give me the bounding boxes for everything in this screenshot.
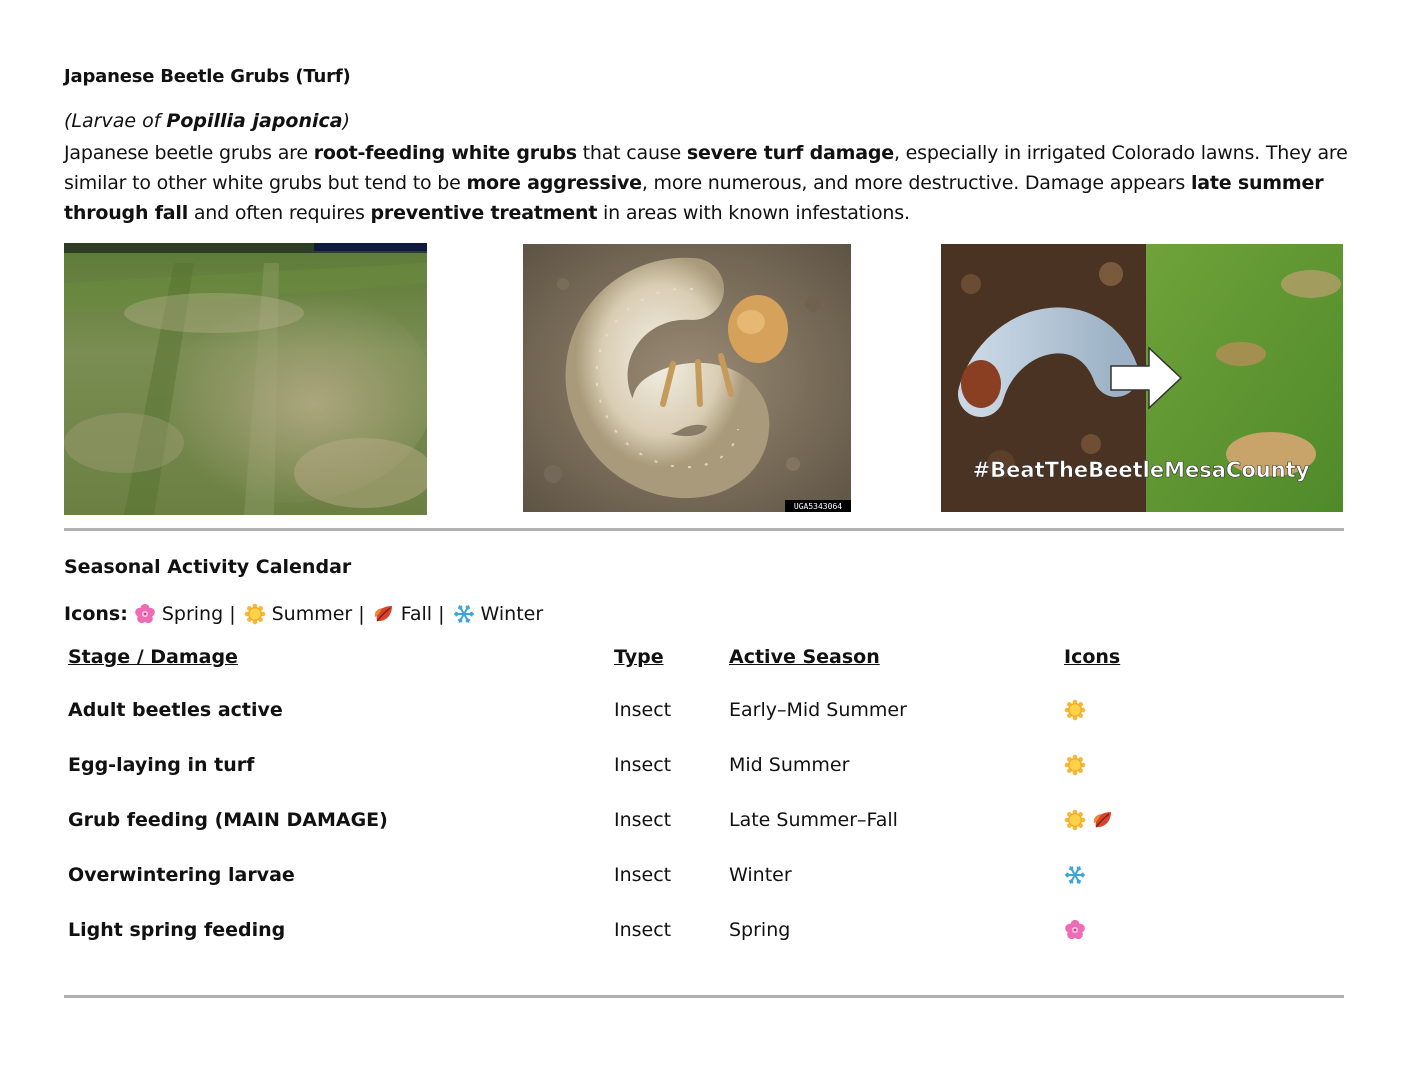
- lawn-damage-photo: [64, 243, 427, 515]
- table-header-row: [64, 646, 1268, 682]
- season-cell: Late Summer–Fall: [729, 808, 898, 831]
- stage-cell: Egg-laying in turf: [68, 753, 255, 776]
- emphasis-text: severe turf damage: [686, 142, 894, 164]
- season-cell: Winter: [729, 863, 792, 886]
- legend-item-winter: Winter: [480, 603, 544, 625]
- stage-cell: Overwintering larvae: [68, 863, 295, 886]
- fallen-leaf-icon: [1092, 809, 1114, 831]
- icons-cell: [1060, 847, 1268, 902]
- stage-cell: Adult beetles active: [68, 698, 283, 721]
- sun-icon: [1064, 809, 1086, 831]
- species-name: Popillia japonica: [166, 110, 343, 132]
- col-header-icons: Icons: [1064, 646, 1121, 668]
- legend-separator: |: [352, 603, 365, 625]
- col-header-type: Type: [614, 646, 664, 668]
- grub-photo: [523, 244, 851, 512]
- body-text: that cause: [576, 142, 687, 164]
- body-text: , especially in irrigated Colorado lawns. They are similar to other white grubs but tend to be: [64, 142, 1348, 194]
- type-cell: Insect: [614, 918, 672, 941]
- photo-watermark: UGA5343064: [793, 502, 843, 511]
- section-divider: [64, 528, 1344, 531]
- emphasis-text: late summer through fall: [64, 172, 1324, 224]
- type-cell: Insect: [614, 698, 672, 721]
- bottom-divider: [64, 995, 1344, 998]
- sun-icon: [244, 603, 266, 625]
- body-text: , more numerous, and more destructive. Damage appears: [641, 172, 1191, 194]
- hashtag-caption: #BeatTheBeetleMesaCounty: [972, 458, 1310, 482]
- legend-item-summer: Summer: [271, 603, 353, 625]
- body-text: and often requires: [188, 202, 371, 224]
- stage-cell: Grub feeding (MAIN DAMAGE): [68, 808, 388, 831]
- seasonal-calendar-table: [64, 646, 1268, 957]
- emphasis-text: more aggressive: [466, 172, 642, 194]
- calendar-heading: Seasonal Activity Calendar: [64, 556, 352, 578]
- body-text: Japanese beetle grubs are: [64, 142, 314, 164]
- table-row: [64, 682, 1268, 737]
- subtitle-open: (Larvae of: [64, 110, 167, 132]
- snowflake-icon: [1064, 864, 1086, 886]
- table-row: [64, 792, 1268, 847]
- snowflake-icon: [453, 603, 475, 625]
- page-title: Japanese Beetle Grubs (Turf): [64, 66, 351, 87]
- fallen-leaf-icon: [373, 603, 395, 625]
- table-row: [64, 737, 1268, 792]
- emphasis-text: preventive treatment: [370, 202, 598, 224]
- type-cell: Insect: [614, 808, 672, 831]
- season-cell: Early–Mid Summer: [729, 698, 907, 721]
- col-header-stage: Stage / Damage: [68, 646, 238, 668]
- cherry-blossom-icon: [134, 603, 156, 625]
- col-header-season: Active Season: [729, 646, 880, 668]
- icons-cell: [1060, 792, 1268, 847]
- emphasis-text: root-feeding white grubs: [313, 142, 577, 164]
- sun-icon: [1064, 754, 1086, 776]
- icon-legend: [64, 603, 551, 625]
- description-paragraph: [64, 138, 1354, 228]
- type-cell: Insect: [614, 863, 672, 886]
- icons-cell: [1060, 682, 1268, 737]
- stage-cell: Light spring feeding: [68, 918, 286, 941]
- season-cell: Spring: [729, 918, 791, 941]
- body-text: in areas with known infestations.: [597, 202, 910, 224]
- sun-icon: [1064, 699, 1086, 721]
- icons-cell: [1060, 737, 1268, 792]
- subtitle-close: ): [342, 110, 351, 132]
- legend-item-fall: Fall: [400, 603, 433, 625]
- legend-separator: |: [223, 603, 236, 625]
- legend-separator: |: [432, 603, 445, 625]
- table-row: [64, 902, 1268, 957]
- season-cell: Mid Summer: [729, 753, 850, 776]
- legend-item-spring: Spring: [161, 603, 224, 625]
- campaign-photo: [941, 244, 1343, 512]
- icons-cell: [1060, 902, 1268, 957]
- legend-label: Icons:: [64, 603, 128, 625]
- cherry-blossom-icon: [1064, 919, 1086, 941]
- table-row: [64, 847, 1268, 902]
- page-subtitle: [64, 110, 350, 132]
- type-cell: Insect: [614, 753, 672, 776]
